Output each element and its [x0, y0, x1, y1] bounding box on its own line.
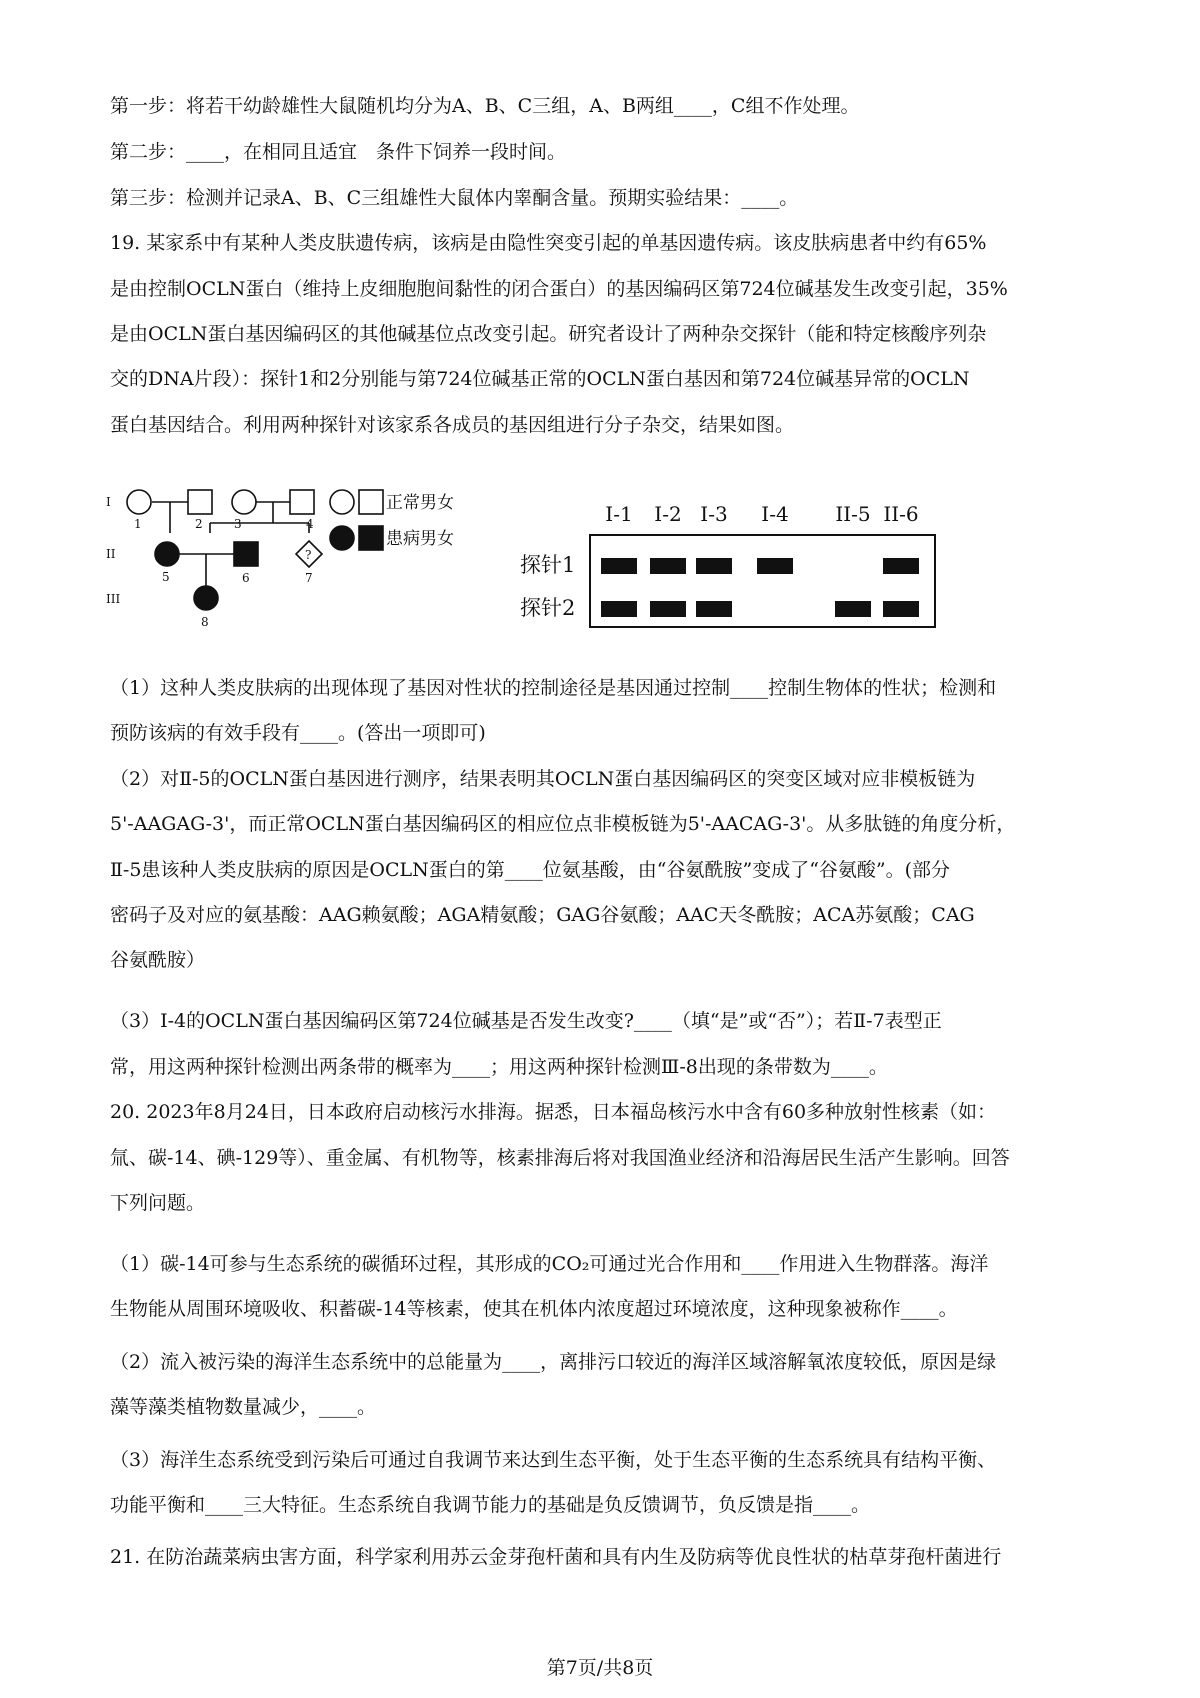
text-line: 5'-AAGAG-3'，而正常OCLN蛋白基因编码区的相应位点非模板链为5'-AACAG-3'。从多肽链的角度分析， — [110, 813, 1016, 835]
hybridization-band — [601, 601, 637, 617]
text-line: 预防该病的有效手段有____。(答出一项即可) — [110, 722, 486, 744]
text-line: 第一步：将若干幼龄雄性大鼠随机均分为A、B、C三组，A、B两组____，C组不作处理。 — [110, 95, 860, 117]
page-footer: 第7页/共8页 — [546, 1657, 654, 1679]
lane-label: I-2 — [654, 502, 682, 526]
hybridization-band — [650, 558, 686, 574]
legend-normal-label: 正常男女 — [386, 493, 454, 513]
unknown-mark: ? — [305, 548, 312, 562]
legend-affected-label: 患病男女 — [386, 529, 454, 549]
hybridization-band — [835, 601, 871, 617]
legend-normal-male-symbol — [359, 490, 383, 514]
member-number: 6 — [242, 571, 250, 585]
text-line: （3）海洋生态系统受到污染后可通过自我调节来达到生态平衡，处于生态平衡的生态系统具有结构平衡、 — [110, 1449, 997, 1471]
lane-label: I-4 — [761, 502, 789, 526]
text-line: 是由OCLN蛋白基因编码区的其他碱基位点改变引起。研究者设计了两种杂交探针（能和特定核酸序列杂 — [110, 323, 987, 345]
pedigree-member-3 — [232, 490, 256, 514]
member-number: 7 — [305, 571, 313, 585]
lane-label: I-3 — [700, 502, 728, 526]
hybridization-band — [883, 601, 919, 617]
hybridization-band — [650, 601, 686, 617]
lane-label: II-6 — [883, 502, 919, 526]
text-line: 蛋白基因结合。利用两种探针对该家系各成员的基因组进行分子杂交，结果如图。 — [110, 414, 795, 436]
lane-label: II-5 — [835, 502, 871, 526]
pedigree-figure — [100, 475, 490, 650]
pedigree-member-6 — [234, 542, 258, 566]
probe-2-label: 探针2 — [520, 596, 576, 620]
pedigree-member-2 — [188, 490, 212, 514]
text-line: 氚、碳-14、碘-129等）、重金属、有机物等，核素排海后将对我国渔业经济和沿海居民生活产生影响。回答 — [110, 1147, 1010, 1169]
hybridization-band — [883, 558, 919, 574]
member-number: 3 — [234, 517, 242, 531]
generation-label-I: I — [106, 495, 111, 509]
text-line: 生物能从周围环境吸收、积蓄碳-14等核素，使其在机体内浓度超过环境浓度，这种现象被称作____。 — [110, 1298, 958, 1320]
pedigree-member-8 — [194, 586, 218, 610]
hybridization-band — [757, 558, 793, 574]
text-line: 密码子及对应的氨基酸：AAG赖氨酸；AGA精氨酸；GAG谷氨酸；AAC天冬酰胺；ACA苏氨酸；CAG — [110, 904, 975, 926]
probe-hybridization-figure — [520, 495, 950, 630]
hybridization-band — [601, 558, 637, 574]
text-line: 谷氨酰胺） — [110, 949, 206, 971]
pedigree-member-5 — [155, 542, 179, 566]
legend-normal-female-symbol — [330, 490, 354, 514]
text-line: Ⅱ-5患该种人类皮肤病的原因是OCLN蛋白的第____位氨基酸，由“谷氨酰胺”变成了“谷氨酸”。(部分 — [110, 859, 951, 881]
pedigree-member-1 — [127, 490, 151, 514]
text-line: （1）碳-14可参与生态系统的碳循环过程，其形成的CO₂可通过光合作用和____作用进入生物群落。海洋 — [110, 1253, 989, 1275]
member-number: 1 — [134, 517, 142, 531]
text-line: 交的DNA片段）：探针1和2分别能与第724位碱基正常的OCLN蛋白基因和第724位碱基异常的OCLN — [110, 368, 970, 390]
text-line: （3）I-4的OCLN蛋白基因编码区第724位碱基是否发生改变?____（填“是”或“否”）；若Ⅱ-7表型正 — [110, 1010, 942, 1032]
member-number: 2 — [195, 517, 203, 531]
hybridization-band — [696, 601, 732, 617]
legend-affected-male-symbol — [359, 526, 383, 550]
text-line: 第三步：检测并记录A、B、C三组雄性大鼠体内睾酮含量。预期实验结果：____。 — [110, 187, 799, 209]
question-19-line: 19. 某家系中有某种人类皮肤遗传病，该病是由隐性突变引起的单基因遗传病。该皮肤病患者中约有65% — [110, 232, 987, 254]
legend-affected-female-symbol — [330, 526, 354, 550]
text-line: 常，用这两种探针检测出两条带的概率为____；用这两种探针检测Ⅲ-8出现的条带数为____。 — [110, 1056, 888, 1078]
member-number: 8 — [201, 615, 209, 629]
text-line: （2）流入被污染的海洋生态系统中的总能量为____，离排污口较近的海洋区域溶解氧浓度较低，原因是绿 — [110, 1351, 997, 1373]
question-20-line: 20. 2023年8月24日，日本政府启动核污水排海。据悉，日本福岛核污水中含有60多种放射性核素（如： — [110, 1101, 997, 1123]
hybridization-band — [696, 558, 732, 574]
probe-1-label: 探针1 — [520, 553, 576, 577]
text-line: （1）这种人类皮肤病的出现体现了基因对性状的控制途径是基因通过控制____控制生物体的性状；检测和 — [110, 677, 997, 699]
generation-label-II: II — [106, 547, 116, 561]
text-line: （2）对Ⅱ-5的OCLN蛋白基因进行测序，结果表明其OCLN蛋白基因编码区的突变区域对应非模板链为 — [110, 768, 976, 790]
member-number: 4 — [306, 517, 314, 531]
text-line: 藻等藻类植物数量减少，____。 — [110, 1396, 377, 1418]
text-line: 功能平衡和____三大特征。生态系统自我调节能力的基础是负反馈调节，负反馈是指____。 — [110, 1494, 871, 1516]
lane-label: I-1 — [605, 502, 633, 526]
question-21-line: 21. 在防治蔬菜病虫害方面，科学家利用苏云金芽孢杆菌和具有内生及防病等优良性状的枯草芽孢杆菌进行 — [110, 1546, 1002, 1568]
text-line: 第二步：____，在相同且适宜 条件下饲养一段时间。 — [110, 141, 567, 163]
text-line: 下列问题。 — [110, 1192, 206, 1214]
generation-label-III: III — [106, 592, 121, 606]
pedigree-member-4 — [290, 490, 314, 514]
member-number: 5 — [162, 570, 170, 584]
text-line: 是由控制OCLN蛋白（维持上皮细胞胞间黏性的闭合蛋白）的基因编码区第724位碱基发生改变引起，35% — [110, 278, 1008, 300]
